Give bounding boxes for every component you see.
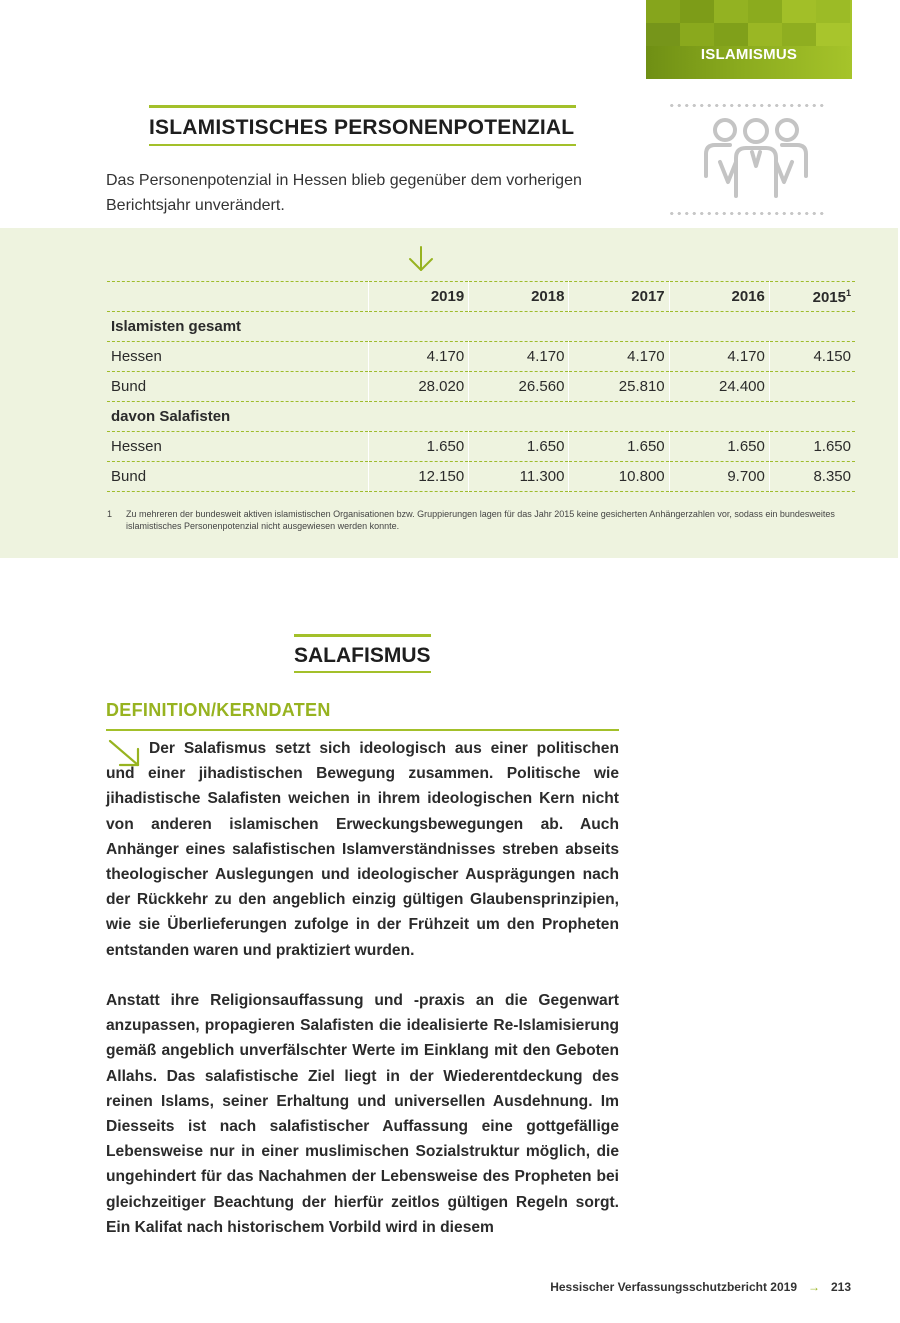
- page-number: 213: [830, 1280, 851, 1294]
- section-title-salafismus: [294, 634, 431, 673]
- paragraph-ziele: Anstatt ihre Religionsauffassung und -praxis an die Gegenwart anzupassen, propagieren Salafisten die idealisierte Re-Islamisierung gemäß angeblich unverfälschter Werte im Einklang mit den Geboten Allahs. Das salafistische Ziel liegt in der Wiederentdeckung des reinen Islams, seiner Erhaltung und universellen Ausdehnung. Im Diesseits ist nach salafistischer Auffassung eine gottgefällige Lebensweise nur in einer muslimischen Sozialstruktur möglich, die ungehindert für das Nachahmen der Lebensweise des Propheten bei gleichzeitiger Beachtung der hierfür zeitlos gültigen Regeln sorgt. Ein Kalifat nach historischem Vorbild wird in diesem: [106, 992, 619, 1236]
- dotted-divider-top: [668, 104, 824, 107]
- table-header-blank: [107, 282, 369, 312]
- table-cell: 1.650: [769, 432, 855, 462]
- table-footnote: [107, 508, 855, 532]
- row-label: Bund: [107, 372, 369, 402]
- table-cell: 1.650: [569, 432, 669, 462]
- table-cell: 25.810: [569, 372, 669, 402]
- section-tab-label: ISLAMISMUS: [700, 46, 798, 63]
- paragraph-definition: Der Salafismus setzt sich ideologisch aus einer politischen und einer jihadistischen Bewegung zusammen. Politische wie jihadistische Salafisten weichen in ihrem ideologischen Kern nicht von anderen islamischen Erweckungsbewegungen ab. Auch Anhänger eines salafistischen Islamverständnisses streben abseits theologischer Auslegungen und ideologischer Ausprägungen nach der Rückkehr zu den angeblich einzig gültigen Glaubensprinzipien, wie sie Überlieferungen zufolge in der Frühzeit um den Propheten entstanden waren und praktiziert wurden.: [106, 740, 619, 959]
- table-cell: 4.170: [669, 342, 769, 372]
- table-row: [107, 342, 855, 372]
- table-cell: 4.150: [769, 342, 855, 372]
- table-cell: 12.150: [369, 462, 469, 492]
- row-label: Bund: [107, 462, 369, 492]
- section-islamisten-gesamt: Islamisten gesamt: [107, 312, 855, 342]
- table-cell: 26.560: [469, 372, 569, 402]
- footnote-marker: 1: [845, 287, 851, 298]
- year-header: 2016: [669, 282, 769, 312]
- table-cell: 10.800: [569, 462, 669, 492]
- table-header-row: [107, 282, 855, 312]
- table-row: [107, 462, 855, 492]
- intro-paragraph: Das Personenpotenzial in Hessen blieb gegenüber dem vorherigen Berichtsjahr unverändert.: [106, 172, 582, 214]
- table-cell: 1.650: [669, 432, 769, 462]
- section-title-text: SALAFISMUS: [294, 644, 431, 667]
- section-davon-salafisten: davon Salafisten: [107, 402, 855, 432]
- table-row: [107, 372, 855, 402]
- footnote-text: Zu mehreren der bundesweit aktiven islamistischen Organisationen bzw. Gruppierungen lagen für das Jahr 2015 keine gesicherten Anhängerzahlen vor, sodass ein bundesweites islamistisches Personenpotenzial nicht ausgewiesen werden konnte.: [126, 509, 835, 531]
- table-row: [107, 432, 855, 462]
- table-cell: 28.020: [369, 372, 469, 402]
- table-cell: 4.170: [569, 342, 669, 372]
- year-header: 2018: [469, 282, 569, 312]
- year-header: 2017: [569, 282, 669, 312]
- year-header-text: 2015: [812, 288, 846, 306]
- table-cell: 24.400: [669, 372, 769, 402]
- people-group-icon: [700, 116, 812, 200]
- table-cell: 11.300: [469, 462, 569, 492]
- section-title-text: ISLAMISTISCHES PERSONENPOTENZIAL: [149, 116, 575, 139]
- footer-title: Hessischer Verfassungsschutzbericht 2019: [550, 1280, 797, 1294]
- personenpotenzial-table: [107, 281, 855, 492]
- year-header: 2019: [369, 282, 469, 312]
- table-cell: 9.700: [669, 462, 769, 492]
- row-label: Hessen: [107, 432, 369, 462]
- row-label: Hessen: [107, 342, 369, 372]
- footer-arrow-icon: →: [808, 1280, 820, 1294]
- arrow-down-icon: [406, 244, 436, 274]
- section-title-personenpotenzial: [149, 105, 576, 146]
- dotted-divider-bottom: [668, 212, 824, 215]
- table-cell: 8.350: [769, 462, 855, 492]
- table-cell: 1.650: [469, 432, 569, 462]
- year-header: [769, 282, 855, 312]
- table-cell: 4.170: [469, 342, 569, 372]
- subheading-definition: DEFINITION/KERNDATEN: [106, 700, 619, 731]
- table-section-row: [107, 402, 855, 432]
- section-tab: [646, 0, 852, 79]
- footnote-number: 1: [107, 509, 113, 519]
- table-section-row: [107, 312, 855, 342]
- table-cell: [769, 372, 855, 402]
- table-cell: 4.170: [369, 342, 469, 372]
- tab-pattern: [646, 0, 852, 46]
- table-cell: 1.650: [369, 432, 469, 462]
